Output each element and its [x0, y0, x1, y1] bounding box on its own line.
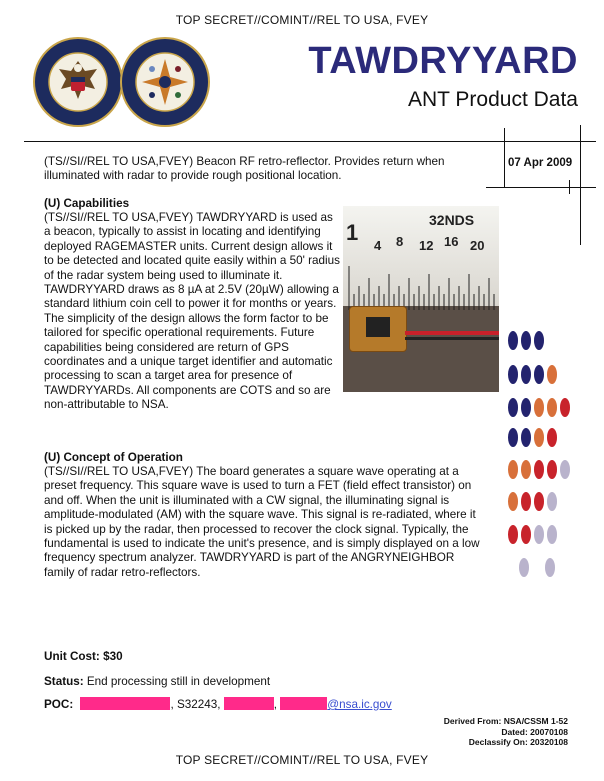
- product-subtitle: ANT Product Data: [407, 88, 578, 111]
- classification-top: TOP SECRET//COMINT//REL TO USA, FVEY: [175, 13, 429, 27]
- nsa-eagle-icon: [35, 39, 121, 125]
- dot: [547, 365, 557, 384]
- ruler-number: 20: [470, 238, 485, 253]
- ruler-number: 12: [419, 238, 434, 253]
- unit-cost-value: $30: [103, 650, 123, 663]
- poc-email-link[interactable]: @nsa.ic.gov: [327, 698, 392, 711]
- header-rule: [24, 141, 596, 142]
- dot: [534, 492, 544, 511]
- document-date: 07 Apr 2009: [508, 157, 573, 169]
- ruler-number: 8: [396, 234, 404, 249]
- dot: [521, 331, 531, 350]
- black-wire: [405, 337, 499, 340]
- ruler-number: 1: [346, 220, 359, 245]
- css-star-icon: [122, 39, 208, 125]
- css-seal-logo: [120, 37, 210, 127]
- dot: [545, 558, 555, 577]
- product-photo: [343, 206, 499, 392]
- dot: [547, 525, 557, 544]
- chip: [366, 317, 390, 337]
- dot: [547, 492, 557, 511]
- capabilities-heading: (U) Capabilities: [44, 197, 130, 210]
- declassify-on: Declassify On: 20320108: [468, 737, 568, 747]
- dot: [508, 331, 518, 350]
- redaction-bar: [80, 697, 170, 710]
- dot: [508, 460, 518, 479]
- unit-cost-label: Unit Cost:: [44, 650, 100, 663]
- dot: [521, 365, 531, 384]
- dot: [534, 365, 544, 384]
- ruler-number: 16: [444, 234, 459, 249]
- concept-text: (TS//SI//REL TO USA,FVEY) The board generates a square wave operating at a preset frequency. This square wave is used to turn a FET (field effect transistor) on and off. When the unit is illuminated with a CW signal, the illuminating signal is amplitude-modulated (AM) with the square wave. This signal is re-radiated, where it is picked up by the radar, then processed to recover the clock signal. Typically, the fundamental is used to indicate the unit's presence, and is simply displayed on a low frequency spectrum analyzer. TAWDRYYARD is part of the ANGRYNEIGHBOR family of radar retro-reflectors.: [44, 465, 480, 579]
- dot: [521, 428, 531, 447]
- dot: [508, 525, 518, 544]
- derived-block: [444, 716, 568, 748]
- status-line: [44, 675, 270, 689]
- dot: [547, 460, 557, 479]
- unit-cost: [44, 650, 123, 664]
- poc-label: POC:: [44, 698, 74, 711]
- poc-comma: ,: [273, 698, 278, 711]
- dot: [508, 398, 518, 417]
- derived-from: Derived From: NSA/CSSM 1-52: [443, 716, 568, 726]
- dot: [521, 398, 531, 417]
- dot: [560, 398, 570, 417]
- vertical-divider-right: [580, 125, 581, 245]
- redaction-bar: [224, 697, 274, 710]
- dot: [534, 398, 544, 417]
- ruler-ticks: [343, 206, 499, 310]
- dot: [521, 460, 531, 479]
- classification-bottom: TOP SECRET//COMINT//REL TO USA, FVEY: [175, 753, 429, 767]
- dot: [508, 492, 518, 511]
- product-title: TAWDRYYARD: [308, 40, 578, 82]
- vertical-divider-short: [504, 128, 505, 188]
- dot: [508, 428, 518, 447]
- dot: [560, 460, 570, 479]
- dot: [519, 558, 529, 577]
- dot: [547, 428, 557, 447]
- date-rule-tick: [569, 180, 570, 194]
- status-value: End processing still in development: [86, 675, 271, 688]
- ruler-label: 32NDS: [429, 212, 475, 228]
- dot: [521, 525, 531, 544]
- circuit-board: [349, 306, 407, 352]
- poc-middle: , S32243,: [170, 698, 224, 711]
- derived-dated: Dated: 20070108: [501, 726, 568, 737]
- ruler-number: 4: [374, 238, 382, 253]
- capabilities-text: (TS//SI//REL TO USA,FVEY) TAWDRYYARD is used as a beacon, typically to assist in locating and identifying deployed RAGEMASTER units. Current design allows it to be detected and located quite easily within a 50' radius of the radar system being used to illuminate it. TAWDRYYARD draws as 8 µA at 2.5V (20µW) allowing a standard lithium coin cell to power it for months or years. The simplicity of the design allows the form factor to be tailored for specific operational requirements. Future capabilities being considered are return of GPS coordinates and a unique target identifier and automatic processing to scan a target area for presence of TAWDRYYARDs. All components are COTS and so are non-attributable to NSA.: [44, 211, 340, 412]
- status-label: Status:: [44, 675, 84, 688]
- dot: [534, 428, 544, 447]
- dot: [521, 492, 531, 511]
- dot: [547, 398, 557, 417]
- red-wire: [405, 331, 499, 335]
- poc-line: [44, 697, 392, 712]
- redaction-bar: [280, 697, 327, 710]
- dot: [534, 460, 544, 479]
- dot: [508, 365, 518, 384]
- dot: [534, 331, 544, 350]
- dot: [534, 525, 544, 544]
- summary-text: (TS//SI//REL TO USA,FVEY) Beacon RF retro-reflector. Provides return when illuminated with radar to provide rough positional location.: [44, 155, 445, 183]
- concept-heading: (U) Concept of Operation: [44, 451, 183, 464]
- nsa-seal-logo: [33, 37, 123, 127]
- date-rule: [486, 187, 596, 188]
